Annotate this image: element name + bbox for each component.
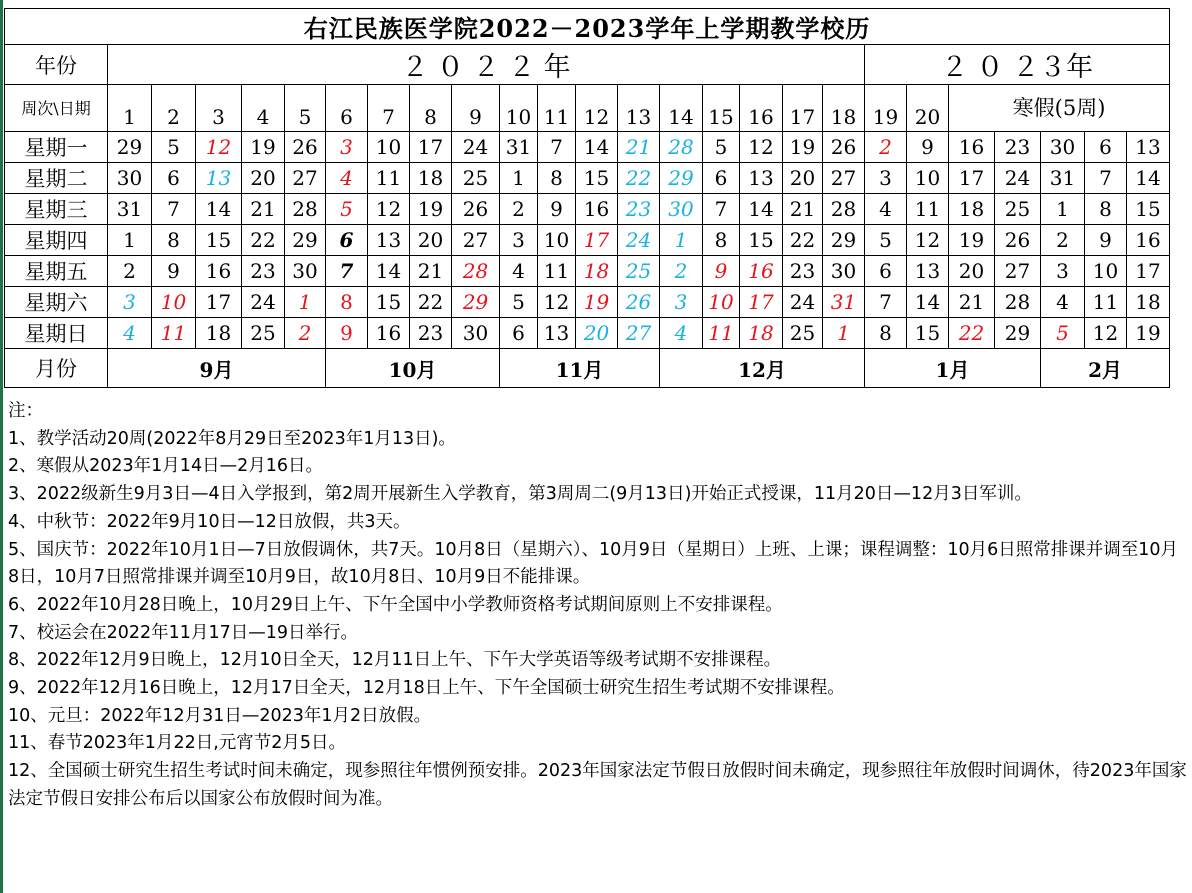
month-cell: 12月: [660, 349, 865, 388]
week-number: 15: [703, 85, 740, 132]
date-cell: 24: [783, 287, 823, 318]
note-item: 8、2022年12月9日晚上，12月10日全天，12月11日上午、下午大学英语等级考试期不安排课程。: [8, 650, 782, 671]
date-cell: 20: [242, 163, 285, 194]
date-cell: 5: [500, 287, 538, 318]
week-number: 16: [740, 85, 783, 132]
date-cell: 24: [618, 225, 660, 256]
date-cell: 14: [196, 194, 242, 225]
date-cell: 5: [1041, 318, 1085, 349]
date-cell: 18: [576, 256, 618, 287]
date-cell: 16: [196, 256, 242, 287]
date-cell: 11: [152, 318, 196, 349]
date-cell: 11: [1085, 287, 1127, 318]
date-cell: 23: [783, 256, 823, 287]
date-cell: 31: [1041, 163, 1085, 194]
date-cell: 2: [108, 256, 152, 287]
date-cell: 22: [242, 225, 285, 256]
date-cell: 21: [618, 132, 660, 163]
date-cell: 19: [783, 132, 823, 163]
date-cell: 4: [326, 163, 368, 194]
date-cell: 27: [285, 163, 326, 194]
note-item: 12、全国硕士研究生招生考试时间未确定，现参照往年惯例预安排。2023年国家法定节假日放假时间未确定，现参照往年放假时间调休，待2023年国家法定节假日安排公布后以国家公布放假时间为准。: [8, 761, 1187, 809]
week-number: 14: [660, 85, 703, 132]
weekday-label: 星期六: [5, 287, 108, 318]
week-number: 2: [152, 85, 196, 132]
date-cell: 15: [196, 225, 242, 256]
week-number: 1: [108, 85, 152, 132]
date-cell: 17: [410, 132, 452, 163]
note-item: 1、教学活动20周(2022年8月29日至2023年1月13日)。: [8, 428, 456, 449]
date-cell: 13: [907, 256, 949, 287]
date-cell: 3: [1041, 256, 1085, 287]
date-cell: 28: [995, 287, 1041, 318]
date-cell: 1: [1041, 194, 1085, 225]
date-cell: 9: [907, 132, 949, 163]
date-cell: 8: [865, 318, 907, 349]
date-cell: 15: [740, 225, 783, 256]
date-cell: 30: [823, 256, 865, 287]
week-number: 17: [783, 85, 823, 132]
note-item: 6、2022年10月28日晚上，10月29日上午、下午全国中小学教师资格考试期间原则上不安排课程。: [8, 594, 783, 615]
date-cell: 21: [783, 194, 823, 225]
date-cell: 7: [152, 194, 196, 225]
date-cell: 5: [865, 225, 907, 256]
date-cell: 16: [740, 256, 783, 287]
date-cell: 13: [368, 225, 410, 256]
weekday-label: 星期三: [5, 194, 108, 225]
date-cell: 7: [865, 287, 907, 318]
date-cell: 7: [1085, 163, 1127, 194]
date-cell: 12: [196, 132, 242, 163]
date-cell: 14: [740, 194, 783, 225]
date-cell: 7: [326, 256, 368, 287]
date-cell: 19: [410, 194, 452, 225]
date-cell: 22: [410, 287, 452, 318]
date-cell: 23: [242, 256, 285, 287]
date-cell: 9: [1085, 225, 1127, 256]
date-cell: 17: [740, 287, 783, 318]
date-cell: 22: [783, 225, 823, 256]
week-number: 4: [242, 85, 285, 132]
date-cell: 24: [452, 132, 500, 163]
date-cell: 12: [368, 194, 410, 225]
date-cell: 13: [1127, 132, 1170, 163]
date-cell: 8: [538, 163, 576, 194]
date-cell: 27: [618, 318, 660, 349]
date-cell: 6: [152, 163, 196, 194]
date-cell: 3: [326, 132, 368, 163]
date-cell: 26: [618, 287, 660, 318]
date-cell: 8: [1085, 194, 1127, 225]
date-cell: 26: [995, 225, 1041, 256]
date-cell: 6: [865, 256, 907, 287]
date-cell: 29: [823, 225, 865, 256]
week-number: 13: [618, 85, 660, 132]
date-cell: 19: [1127, 318, 1170, 349]
date-cell: 27: [452, 225, 500, 256]
week-number: 20: [907, 85, 949, 132]
year-2023-header: ２ ０ ２３年: [865, 45, 1170, 85]
date-cell: 11: [368, 163, 410, 194]
date-cell: 14: [1127, 163, 1170, 194]
date-cell: 2: [1041, 225, 1085, 256]
note-item: 10、元旦：2022年12月31日—2023年1月2日放假。: [8, 705, 432, 726]
date-cell: 10: [368, 132, 410, 163]
week-number: 6: [326, 85, 368, 132]
date-cell: 30: [108, 163, 152, 194]
date-cell: 26: [285, 132, 326, 163]
date-cell: 20: [410, 225, 452, 256]
date-cell: 4: [660, 318, 703, 349]
note-item: 9、2022年12月16日晚上，12月17日全天，12月18日上午、下午全国硕士研究生招生考试期不安排课程。: [8, 678, 845, 699]
date-cell: 14: [368, 256, 410, 287]
date-cell: 16: [368, 318, 410, 349]
date-cell: 29: [285, 225, 326, 256]
weekday-row: [5, 287, 1170, 318]
date-cell: 15: [368, 287, 410, 318]
weekday-row: [5, 163, 1170, 194]
date-cell: 1: [823, 318, 865, 349]
date-cell: 2: [285, 318, 326, 349]
date-cell: 5: [326, 194, 368, 225]
year-label: 年份: [5, 45, 108, 85]
week-number: 12: [576, 85, 618, 132]
date-cell: 4: [108, 318, 152, 349]
calendar-table: [4, 8, 1170, 388]
weekday-row: [5, 194, 1170, 225]
date-cell: 28: [285, 194, 326, 225]
date-cell: 5: [703, 132, 740, 163]
date-cell: 25: [242, 318, 285, 349]
month-cell: 11月: [500, 349, 660, 388]
date-cell: 31: [108, 194, 152, 225]
date-cell: 31: [823, 287, 865, 318]
date-cell: 19: [242, 132, 285, 163]
winter-break-header: 寒假(5周): [949, 85, 1170, 132]
date-cell: 10: [1085, 256, 1127, 287]
date-cell: 24: [242, 287, 285, 318]
date-cell: 9: [326, 318, 368, 349]
date-cell: 6: [703, 163, 740, 194]
date-cell: 25: [618, 256, 660, 287]
date-cell: 16: [1127, 225, 1170, 256]
year-2022-header: ２ ０ ２ ２ 年: [108, 45, 865, 85]
date-cell: 23: [995, 132, 1041, 163]
date-cell: 30: [1041, 132, 1085, 163]
date-cell: 10: [703, 287, 740, 318]
date-cell: 19: [949, 225, 995, 256]
date-cell: 8: [326, 287, 368, 318]
date-cell: 11: [907, 194, 949, 225]
sheet-edge-bar: [0, 0, 3, 893]
calendar-title: 右江民族医学院2022－2023学年上学期教学校历: [5, 9, 1170, 45]
date-cell: 29: [108, 132, 152, 163]
date-cell: 2: [660, 256, 703, 287]
date-cell: 9: [152, 256, 196, 287]
date-cell: 18: [410, 163, 452, 194]
date-cell: 25: [452, 163, 500, 194]
date-cell: 4: [865, 194, 907, 225]
date-cell: 28: [823, 194, 865, 225]
note-item: 4、中秋节：2022年9月10日—12日放假，共3天。: [8, 511, 411, 532]
weekday-label: 星期四: [5, 225, 108, 256]
date-cell: 21: [949, 287, 995, 318]
week-number: 19: [865, 85, 907, 132]
date-cell: 10: [152, 287, 196, 318]
date-cell: 10: [907, 163, 949, 194]
date-cell: 11: [538, 256, 576, 287]
date-cell: 30: [285, 256, 326, 287]
date-cell: 28: [660, 132, 703, 163]
date-cell: 3: [865, 163, 907, 194]
date-cell: 8: [703, 225, 740, 256]
month-label: 月份: [5, 349, 108, 388]
week-label: 周次\日期: [5, 85, 108, 132]
date-cell: 4: [500, 256, 538, 287]
month-cell: 10月: [326, 349, 500, 388]
note-item: 2、寒假从2023年1月14日—2月16日。: [8, 456, 323, 477]
weekday-label: 星期二: [5, 163, 108, 194]
date-cell: 22: [949, 318, 995, 349]
date-cell: 7: [538, 132, 576, 163]
date-cell: 17: [576, 225, 618, 256]
date-cell: 2: [500, 194, 538, 225]
date-cell: 30: [660, 194, 703, 225]
note-item: 7、校运会在2022年11月17日—19日举行。: [8, 622, 358, 643]
week-number: 11: [538, 85, 576, 132]
date-cell: 28: [452, 256, 500, 287]
month-cell: 9月: [108, 349, 326, 388]
notes-section: [8, 398, 1188, 814]
date-cell: 27: [995, 256, 1041, 287]
date-cell: 20: [576, 318, 618, 349]
date-cell: 16: [576, 194, 618, 225]
week-number: 5: [285, 85, 326, 132]
date-cell: 14: [907, 287, 949, 318]
date-cell: 15: [1127, 194, 1170, 225]
date-cell: 12: [907, 225, 949, 256]
month-cell: 1月: [865, 349, 1041, 388]
date-cell: 27: [823, 163, 865, 194]
weekday-label: 星期日: [5, 318, 108, 349]
notes-heading: 注：: [8, 401, 43, 421]
date-cell: 21: [242, 194, 285, 225]
date-cell: 1: [285, 287, 326, 318]
date-cell: 6: [500, 318, 538, 349]
date-cell: 25: [783, 318, 823, 349]
date-cell: 12: [538, 287, 576, 318]
date-cell: 13: [740, 163, 783, 194]
date-cell: 29: [660, 163, 703, 194]
date-cell: 8: [152, 225, 196, 256]
date-cell: 23: [410, 318, 452, 349]
date-cell: 15: [907, 318, 949, 349]
week-number: 3: [196, 85, 242, 132]
date-cell: 5: [152, 132, 196, 163]
weekday-row: [5, 132, 1170, 163]
weekday-row: [5, 318, 1170, 349]
date-cell: 26: [823, 132, 865, 163]
date-cell: 26: [452, 194, 500, 225]
week-number: 9: [452, 85, 500, 132]
date-cell: 21: [410, 256, 452, 287]
date-cell: 29: [995, 318, 1041, 349]
date-cell: 3: [500, 225, 538, 256]
note-item: 5、国庆节：2022年10月1日—7日放假调休，共7天。10月8日（星期六）、10月9日（星期日）上班、上课；课程调整：10月6日照常排课并调至10月8日，10月7日照常排课并调至10月9日，故10月8日、10月9日不能排课。: [8, 539, 1179, 588]
date-cell: 20: [949, 256, 995, 287]
date-cell: 15: [576, 163, 618, 194]
date-cell: 7: [703, 194, 740, 225]
date-cell: 29: [452, 287, 500, 318]
week-number: 18: [823, 85, 865, 132]
date-cell: 19: [576, 287, 618, 318]
note-item: 3、2022级新生9月3日—4日入学报到，第2周开展新生入学教育，第3周周二(9月13日)开始正式授课，11月20日—12月3日军训。: [8, 484, 1032, 505]
date-cell: 14: [576, 132, 618, 163]
date-cell: 18: [1127, 287, 1170, 318]
date-cell: 30: [452, 318, 500, 349]
date-cell: 23: [618, 194, 660, 225]
date-cell: 16: [949, 132, 995, 163]
date-cell: 9: [703, 256, 740, 287]
date-cell: 1: [108, 225, 152, 256]
weekday-row: [5, 225, 1170, 256]
date-cell: 18: [949, 194, 995, 225]
date-cell: 6: [326, 225, 368, 256]
date-cell: 17: [1127, 256, 1170, 287]
date-cell: 13: [538, 318, 576, 349]
date-cell: 1: [500, 163, 538, 194]
date-cell: 4: [1041, 287, 1085, 318]
week-number: 8: [410, 85, 452, 132]
date-cell: 10: [538, 225, 576, 256]
date-cell: 2: [865, 132, 907, 163]
date-cell: 31: [500, 132, 538, 163]
week-number: 10: [500, 85, 538, 132]
date-cell: 18: [196, 318, 242, 349]
date-cell: 3: [660, 287, 703, 318]
date-cell: 9: [538, 194, 576, 225]
date-cell: 20: [783, 163, 823, 194]
date-cell: 17: [949, 163, 995, 194]
weekday-row: [5, 256, 1170, 287]
date-cell: 25: [995, 194, 1041, 225]
date-cell: 13: [196, 163, 242, 194]
date-cell: 11: [703, 318, 740, 349]
weekday-label: 星期一: [5, 132, 108, 163]
date-cell: 12: [740, 132, 783, 163]
note-item: 11、春节2023年1月22日,元宵节2月5日。: [8, 733, 347, 754]
weekday-label: 星期五: [5, 256, 108, 287]
date-cell: 18: [740, 318, 783, 349]
date-cell: 1: [660, 225, 703, 256]
month-cell: 2月: [1041, 349, 1170, 388]
week-number: 7: [368, 85, 410, 132]
date-cell: 17: [196, 287, 242, 318]
date-cell: 12: [1085, 318, 1127, 349]
date-cell: 22: [618, 163, 660, 194]
date-cell: 3: [108, 287, 152, 318]
date-cell: 24: [995, 163, 1041, 194]
date-cell: 6: [1085, 132, 1127, 163]
